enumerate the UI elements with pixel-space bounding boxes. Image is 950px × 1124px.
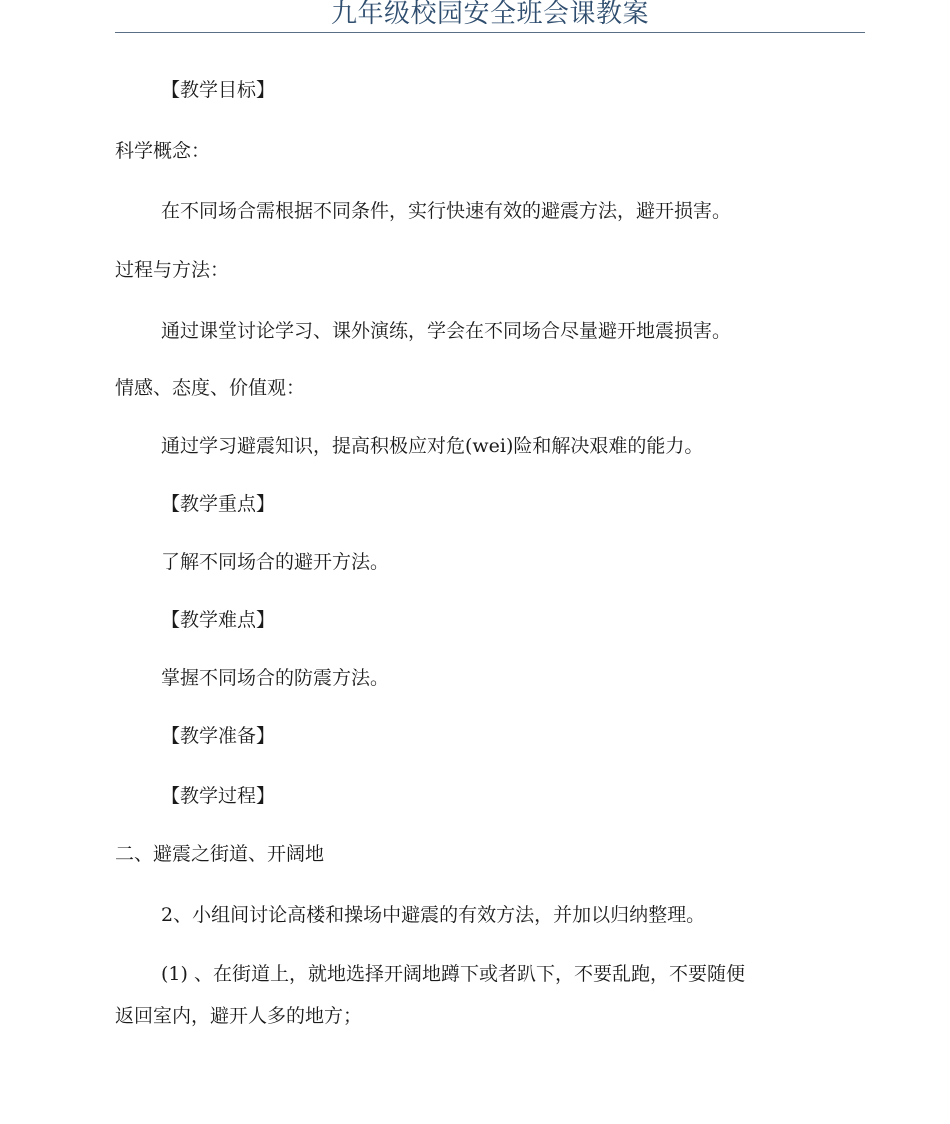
difficulties-heading: 【教学难点】: [161, 609, 276, 631]
process-heading: 【教学过程】: [161, 785, 276, 807]
attitude-label: 情感、态度、价值观：: [115, 377, 306, 399]
document-title: 九年级校园安全班会课教案: [330, 0, 649, 29]
item-two-text: 2、小组间讨论高楼和操场中避震的有效方法，并加以归纳整理。: [161, 904, 706, 926]
key-points-text: 了解不同场合的避开方法。: [161, 551, 390, 573]
attitude-text: 通过学习避震知识，提高积极应对危(wei)险和解决艰难的能力。: [161, 435, 704, 457]
science-concept-text: 在不同场合需根据不同条件，实行快速有效的避震方法，避开损害。: [161, 200, 732, 222]
process-method-label: 过程与方法：: [115, 259, 230, 281]
science-concept-label: 科学概念：: [115, 140, 211, 162]
section-two-title: 二、避震之街道、开阔地: [115, 843, 325, 865]
item-one-line2: 返回室内，避开人多的地方；: [115, 1005, 363, 1027]
objectives-heading: 【教学目标】: [161, 79, 276, 101]
preparation-heading: 【教学准备】: [161, 725, 276, 747]
process-method-text: 通过课堂讨论学习、课外演练，学会在不同场合尽量避开地震损害。: [161, 320, 732, 342]
key-points-heading: 【教学重点】: [161, 493, 276, 515]
page-header: [115, 0, 865, 33]
item-one-line1: (1) 、在街道上，就地选择开阔地蹲下或者趴下，不要乱跑，不要随便: [161, 963, 745, 985]
difficulties-text: 掌握不同场合的防震方法。: [161, 667, 390, 689]
